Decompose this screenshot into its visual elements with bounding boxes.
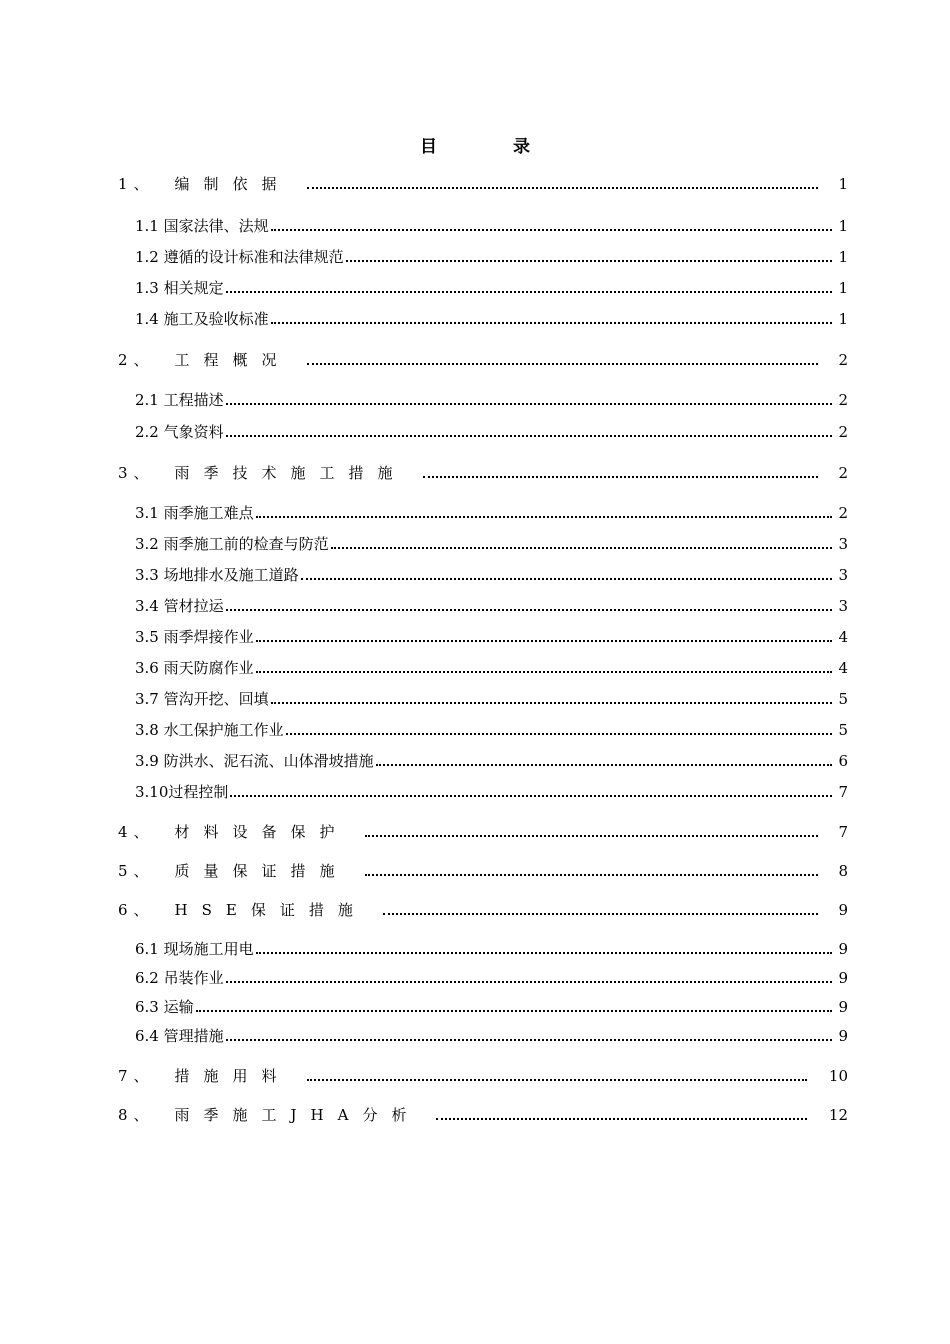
leader-dots [271,229,832,231]
toc-entry-number: 3.5 [135,628,159,646]
leader-dots [423,476,818,478]
toc-entry-label: 雨季施工JHA分析 [174,1106,421,1124]
toc-entry-number: 5、 [118,862,155,880]
toc-title [0,132,950,157]
toc-entry-label: 过程控制 [168,783,229,801]
toc-entry-label: 材料设备保护 [174,823,349,841]
toc-entry-number: 1.2 [135,248,159,266]
toc-entry[interactable] [135,386,848,410]
toc-entry[interactable] [135,592,848,616]
toc-entry-page: 9 [838,1027,848,1045]
toc-entry-label: 吊装作业 [163,969,224,987]
leader-dots [286,733,832,735]
toc-entry-page: 5 [838,690,848,708]
leader-dots [226,403,832,405]
leader-dots [256,952,832,954]
toc-entry-label: 工程概况 [174,351,291,369]
leader-dots [226,435,832,437]
toc-entry-number: 3.1 [135,504,159,522]
toc-entry-label: 防洪水、泥石流、山体滑坡措施 [163,752,374,770]
toc-entry-number: 3.2 [135,535,159,553]
toc-entry-page: 9 [838,940,848,958]
leader-dots [331,547,832,549]
leader-dots [365,874,818,876]
toc-entry[interactable] [135,274,848,298]
leader-dots [346,260,832,262]
toc-entry-page: 9 [838,969,848,987]
toc-entry-page: 4 [838,628,848,646]
toc-entry-number: 6.2 [135,969,159,987]
toc-entry-page: 12 [828,1106,848,1124]
leader-dots [226,291,832,293]
toc-entry-page: 3 [838,597,848,615]
toc-entry-number: 3、 [118,464,155,482]
toc-entry[interactable] [118,818,848,842]
leader-dots [365,835,818,837]
leader-dots [436,1118,806,1120]
toc-entry-number: 2.1 [135,391,159,409]
toc-entry-number: 8、 [118,1106,155,1124]
toc-entry-page: 1 [838,310,848,328]
toc-entry-label: 国家法律、法规 [163,217,269,235]
toc-entry-number: 3.9 [135,752,159,770]
toc-entry-label: 雨季施工难点 [163,504,254,522]
toc-entry-number: 6.1 [135,940,159,958]
toc-entry-label: 雨天防腐作业 [163,659,254,677]
toc-entry[interactable] [135,499,848,523]
toc-entry[interactable] [135,716,848,740]
toc-entry-number: 3.7 [135,690,159,708]
leader-dots [271,702,832,704]
toc-entry-page: 1 [838,175,848,193]
toc-entry[interactable] [135,747,848,771]
toc-entry-label: 措施用料 [174,1067,291,1085]
toc-entry-number: 6.4 [135,1027,159,1045]
leader-dots [226,609,832,611]
toc-entry-label: 雨季施工前的检查与防范 [163,535,329,553]
toc-entry-page: 9 [838,998,848,1016]
toc-entry-page: 3 [838,535,848,553]
leader-dots [307,363,818,365]
toc-entry[interactable] [135,561,848,585]
toc-entry[interactable] [135,305,848,329]
toc-entry[interactable] [135,654,848,678]
toc-entry-number: 3.3 [135,566,159,584]
toc-entry-page: 1 [838,248,848,266]
toc-entry-label: 管材拉运 [163,597,224,615]
toc-entry-label: 编制依据 [174,175,291,193]
toc-entry-page: 5 [838,721,848,739]
toc-entry-label: 气象资料 [163,423,224,441]
toc-entry-label: 雨季技术施工措施 [174,464,407,482]
toc-entry-page: 2 [838,423,848,441]
toc-entry-page: 6 [838,752,848,770]
toc-entry-label: 雨季焊接作业 [163,628,254,646]
toc-entry[interactable] [135,243,848,267]
leader-dots [230,795,832,797]
toc-entry[interactable] [135,623,848,647]
toc-entry-number: 3.8 [135,721,159,739]
leader-dots [226,1039,832,1041]
toc-entry[interactable] [118,459,848,483]
leader-dots [307,1079,807,1081]
toc-entry-number: 2、 [118,351,155,369]
toc-entry[interactable] [135,778,848,802]
leader-dots [256,640,832,642]
toc-entry-page: 2 [838,504,848,522]
toc-entry-label: HSE保证措施 [174,901,367,919]
toc-entry[interactable] [135,685,848,709]
toc-entry-number: 1、 [118,175,155,193]
toc-entry-page: 7 [838,783,848,801]
toc-entry-number: 6.3 [135,998,159,1016]
toc-entry[interactable] [135,418,848,442]
toc-entry[interactable] [135,530,848,554]
toc-entry-label: 管沟开挖、回填 [163,690,269,708]
toc-entry-number: 4、 [118,823,155,841]
toc-entry-label: 现场施工用电 [163,940,254,958]
toc-entry[interactable] [135,993,848,1017]
toc-entry-label: 水工保护施工作业 [163,721,284,739]
toc-entry-page: 7 [838,823,848,841]
toc-entry-number: 3.4 [135,597,159,615]
leader-dots [307,187,818,189]
toc-title-right: 录 [513,137,530,157]
toc-entry[interactable] [118,1101,848,1125]
toc-entry-page: 8 [838,862,848,880]
toc-title-left: 目 [420,137,437,157]
toc-entry[interactable] [118,170,848,194]
toc-entry-page: 9 [838,901,848,919]
leader-dots [256,516,832,518]
leader-dots [383,913,818,915]
leader-dots [196,1010,832,1012]
toc-entry[interactable] [135,935,848,959]
toc-entry-page: 3 [838,566,848,584]
toc-entry-number: 3.10 [135,783,169,801]
toc-entry-label: 管理措施 [163,1027,224,1045]
toc-entry-page: 10 [828,1067,848,1085]
toc-entry-number: 7、 [118,1067,155,1085]
leader-dots [256,671,832,673]
toc-entry-number: 1.1 [135,217,159,235]
toc-entry[interactable] [118,896,848,920]
toc-entry-number: 1.3 [135,279,159,297]
toc-entry-label: 运输 [163,998,194,1016]
toc-entry-page: 2 [838,464,848,482]
toc-entry[interactable] [135,212,848,236]
toc-entry-page: 1 [838,279,848,297]
toc-entry-label: 施工及验收标准 [163,310,269,328]
leader-dots [226,981,832,983]
toc-entry-label: 场地排水及施工道路 [163,566,299,584]
toc-entry[interactable] [135,1022,848,1046]
toc-entry-number: 6、 [118,901,155,919]
toc-entry-page: 2 [838,351,848,369]
toc-entry[interactable] [118,1062,848,1086]
toc-entry[interactable] [118,857,848,881]
toc-entry-page: 4 [838,659,848,677]
toc-entry-number: 3.6 [135,659,159,677]
toc-entry-label: 遵循的设计标准和法律规范 [163,248,344,266]
leader-dots [301,578,832,580]
toc-entry[interactable] [118,346,848,370]
leader-dots [376,764,832,766]
toc-entry-page: 1 [838,217,848,235]
toc-entry-label: 工程描述 [163,391,224,409]
toc-entry-label: 质量保证措施 [174,862,349,880]
toc-entry-label: 相关规定 [163,279,224,297]
toc-entry-page: 2 [838,391,848,409]
toc-entry-number: 2.2 [135,423,159,441]
toc-entry-number: 1.4 [135,310,159,328]
leader-dots [271,322,832,324]
toc-entry[interactable] [135,964,848,988]
